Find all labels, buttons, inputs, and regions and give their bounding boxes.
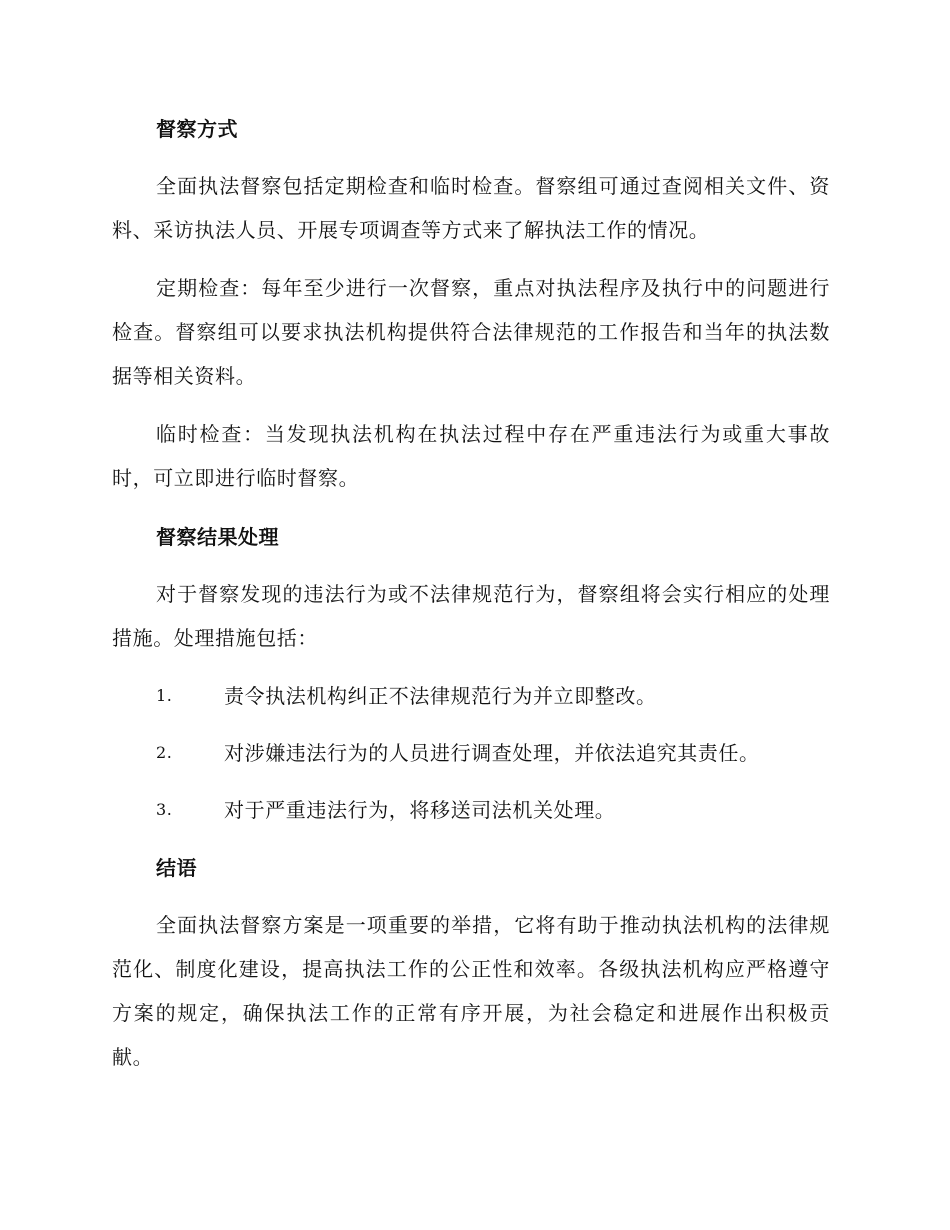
paragraph-handling-intro: 对于督察发现的违法行为或不法律规范行为，督察组将会实行相应的处理措施。处理措施包括： [112, 582, 830, 650]
list-item [112, 788, 830, 832]
section-heading-result-handling: 督察结果处理 [156, 525, 279, 549]
list-item-text: 对涉嫌违法行为的人员进行调查处理，并依法追究其责任。 [224, 741, 760, 765]
list-item [112, 731, 830, 775]
list-item-number: 3. [156, 800, 173, 819]
section-heading-conclusion: 结语 [156, 856, 197, 880]
list-item-number: 2. [156, 743, 173, 762]
list-item-number: 1. [156, 686, 173, 705]
list-item [112, 674, 830, 718]
document-page [112, 106, 830, 1093]
paragraph-conclusion: 全面执法督察方案是一项重要的举措，它将有助于推动执法机构的法律规范化、制度化建设，提高执法工作的公正性和效率。各级执法机构应严格遵守方案的规定，确保执法工作的正常有序开展，为社会稳定和进展作出积极贡献。 [112, 913, 830, 1069]
list-item-text: 对于严重违法行为，将移送司法机关处理。 [224, 798, 616, 822]
paragraph-supervision-overview: 全面执法督察包括定期检查和临时检查。督察组可通过查阅相关文件、资料、采访执法人员、开展专项调查等方式来了解执法工作的情况。 [112, 174, 830, 242]
paragraph-regular-inspection: 定期检查：每年至少进行一次督察，重点对执法程序及执行中的问题进行检查。督察组可以要求执法机构提供符合法律规范的工作报告和当年的执法数据等相关资料。 [112, 276, 830, 388]
section-heading-supervision-method: 督察方式 [156, 117, 238, 141]
paragraph-temporary-inspection: 临时检查：当发现执法机构在执法过程中存在严重违法行为或重大事故时，可立即进行临时督察。 [112, 422, 830, 490]
list-item-text: 责令执法机构纠正不法律规范行为并立即整改。 [224, 684, 657, 708]
